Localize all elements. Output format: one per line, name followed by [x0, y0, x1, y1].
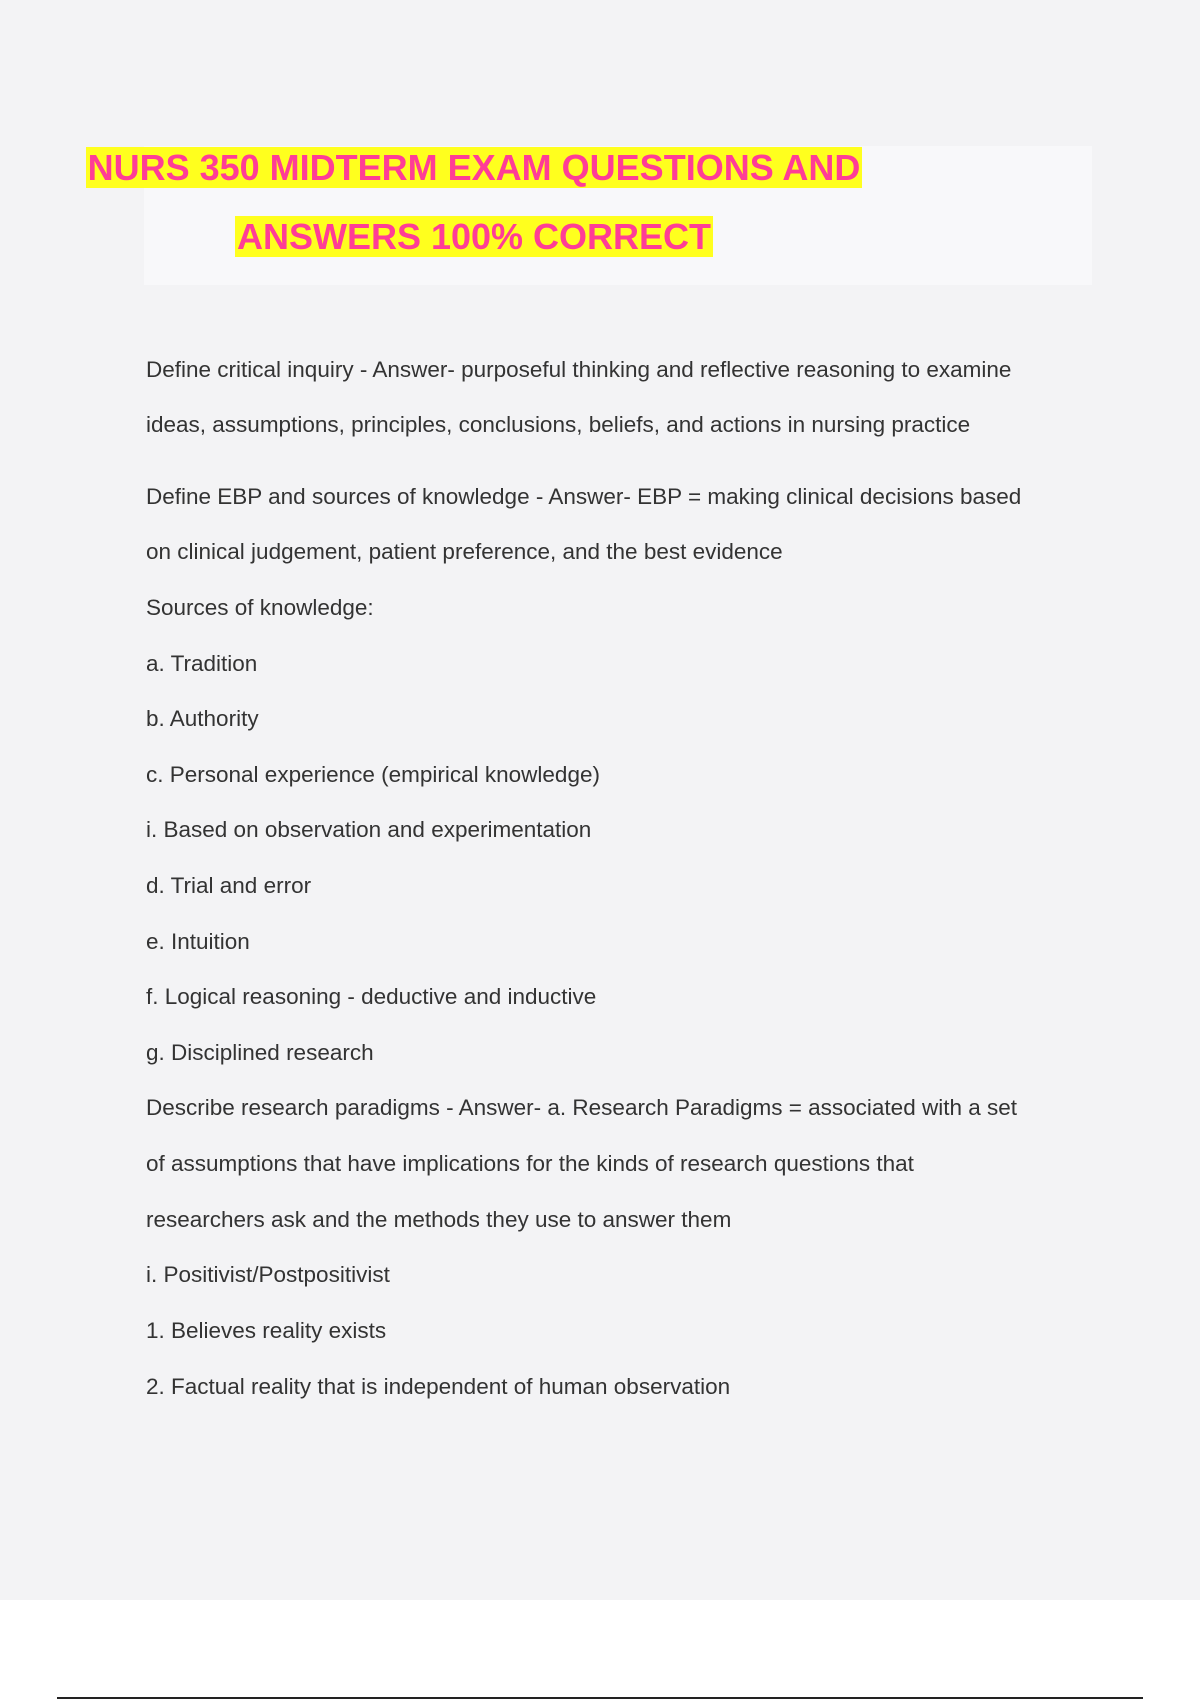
body-line: of assumptions that have implications for the kinds of research questions that — [146, 1151, 914, 1176]
document-title-line-2 — [0, 214, 948, 260]
title-highlight-1: NURS 350 MIDTERM EXAM QUESTIONS AND — [87, 147, 861, 188]
body-line: Define critical inquiry - Answer- purposeful thinking and reflective reasoning to examine — [146, 357, 1012, 382]
list-item: b. Authority — [146, 706, 259, 731]
list-item: d. Trial and error — [146, 873, 312, 898]
list-item: 2. Factual reality that is independent of human observation — [146, 1374, 731, 1399]
title-highlight-2: ANSWERS 100% CORRECT — [236, 216, 712, 257]
list-item: i. Based on observation and experimentation — [146, 817, 592, 842]
body-line: Describe research paradigms - Answer- a. Research Paradigms = associated with a set — [146, 1095, 1018, 1120]
body-line: researchers ask and the methods they use to answer them — [146, 1207, 732, 1232]
list-item: i. Positivist/Postpositivist — [146, 1262, 390, 1287]
footer-divider — [57, 1697, 1143, 1699]
body-line: Define EBP and sources of knowledge - Answer- EBP = making clinical decisions based — [146, 484, 1022, 509]
body-line: Sources of knowledge: — [146, 595, 374, 620]
list-item: a. Tradition — [146, 651, 258, 676]
body-line: on clinical judgement, patient preference, and the best evidence — [146, 539, 783, 564]
list-item: g. Disciplined research — [146, 1040, 374, 1065]
document-title-line-1 — [0, 145, 948, 191]
list-item: f. Logical reasoning - deductive and inductive — [146, 984, 597, 1009]
list-item: e. Intuition — [146, 929, 250, 954]
list-item: 1. Believes reality exists — [146, 1318, 387, 1343]
body-line: ideas, assumptions, principles, conclusions, beliefs, and actions in nursing practice — [146, 412, 971, 437]
list-item: c. Personal experience (empirical knowledge) — [146, 762, 600, 787]
